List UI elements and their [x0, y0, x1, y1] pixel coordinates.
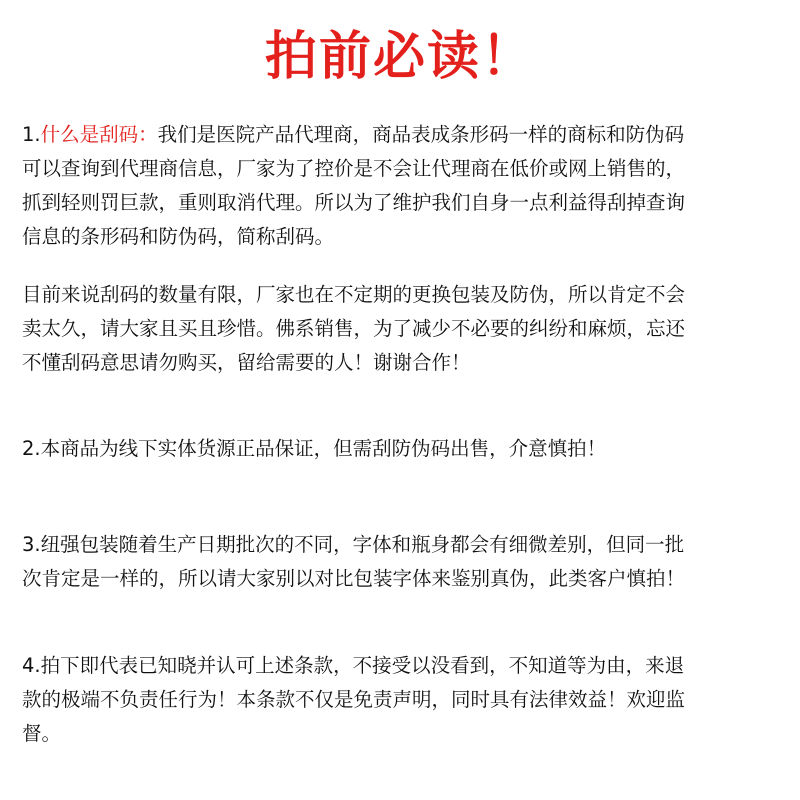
section-3	[22, 528, 782, 596]
section-3-line-2: 次肯定是一样的，所以请大家别以对比包装字体来鉴别真伪，此类客户慎拍！	[22, 567, 686, 590]
section-1-line-3: 抓到轻则罚巨款，重则取消代理。所以为了维护我们自身一点利益得刮掉查询	[22, 191, 686, 214]
section-1	[22, 118, 782, 254]
page-title: 拍前必读！	[264, 27, 535, 87]
section-3-line-1: 3.纽强包装随着生产日期批次的不同，字体和瓶身都会有细微差别，但同一批	[22, 533, 685, 556]
section-1-note-line-1: 目前来说刮码的数量有限，厂家也在不定期的更换包装及防伪，所以肯定不会	[22, 283, 686, 306]
section-2	[22, 432, 782, 466]
section-4	[22, 649, 782, 751]
section-4-line-1: 4.拍下即代表已知晓并认可上述条款，不接受以没看到，不知道等为由，来退	[22, 654, 685, 677]
section-4-line-2: 款的极端不负责任行为！本条款不仅是免责声明，同时具有法律效益！欢迎监	[22, 688, 686, 711]
section-1-note-line-2: 卖太久，请大家且买且珍惜。佛系销售，为了减少不必要的纠纷和麻烦，忘还	[22, 317, 686, 340]
section-4-line-3: 督。	[22, 722, 62, 745]
section-1-number: 1.	[22, 123, 41, 146]
section-2-line-1: 2.本商品为线下实体货源正品保证，但需刮防伪码出售，介意慎拍！	[22, 437, 607, 460]
section-1-line-2: 可以查询到代理商信息，厂家为了控价是不会让代理商在低价或网上销售的，	[22, 157, 686, 180]
section-1-line-1-text: 我们是医院产品代理商，商品表成条形码一样的商标和防伪码	[157, 123, 685, 146]
section-1-heading: 什么是刮码：	[40, 123, 158, 146]
section-1-line-4: 信息的条形码和防伪码，简称刮码。	[22, 225, 335, 248]
section-1-line-1	[22, 118, 782, 152]
section-1-note-line-3: 不懂刮码意思请勿购买，留给需要的人！谢谢合作！	[22, 351, 471, 374]
section-1-note	[22, 278, 782, 380]
